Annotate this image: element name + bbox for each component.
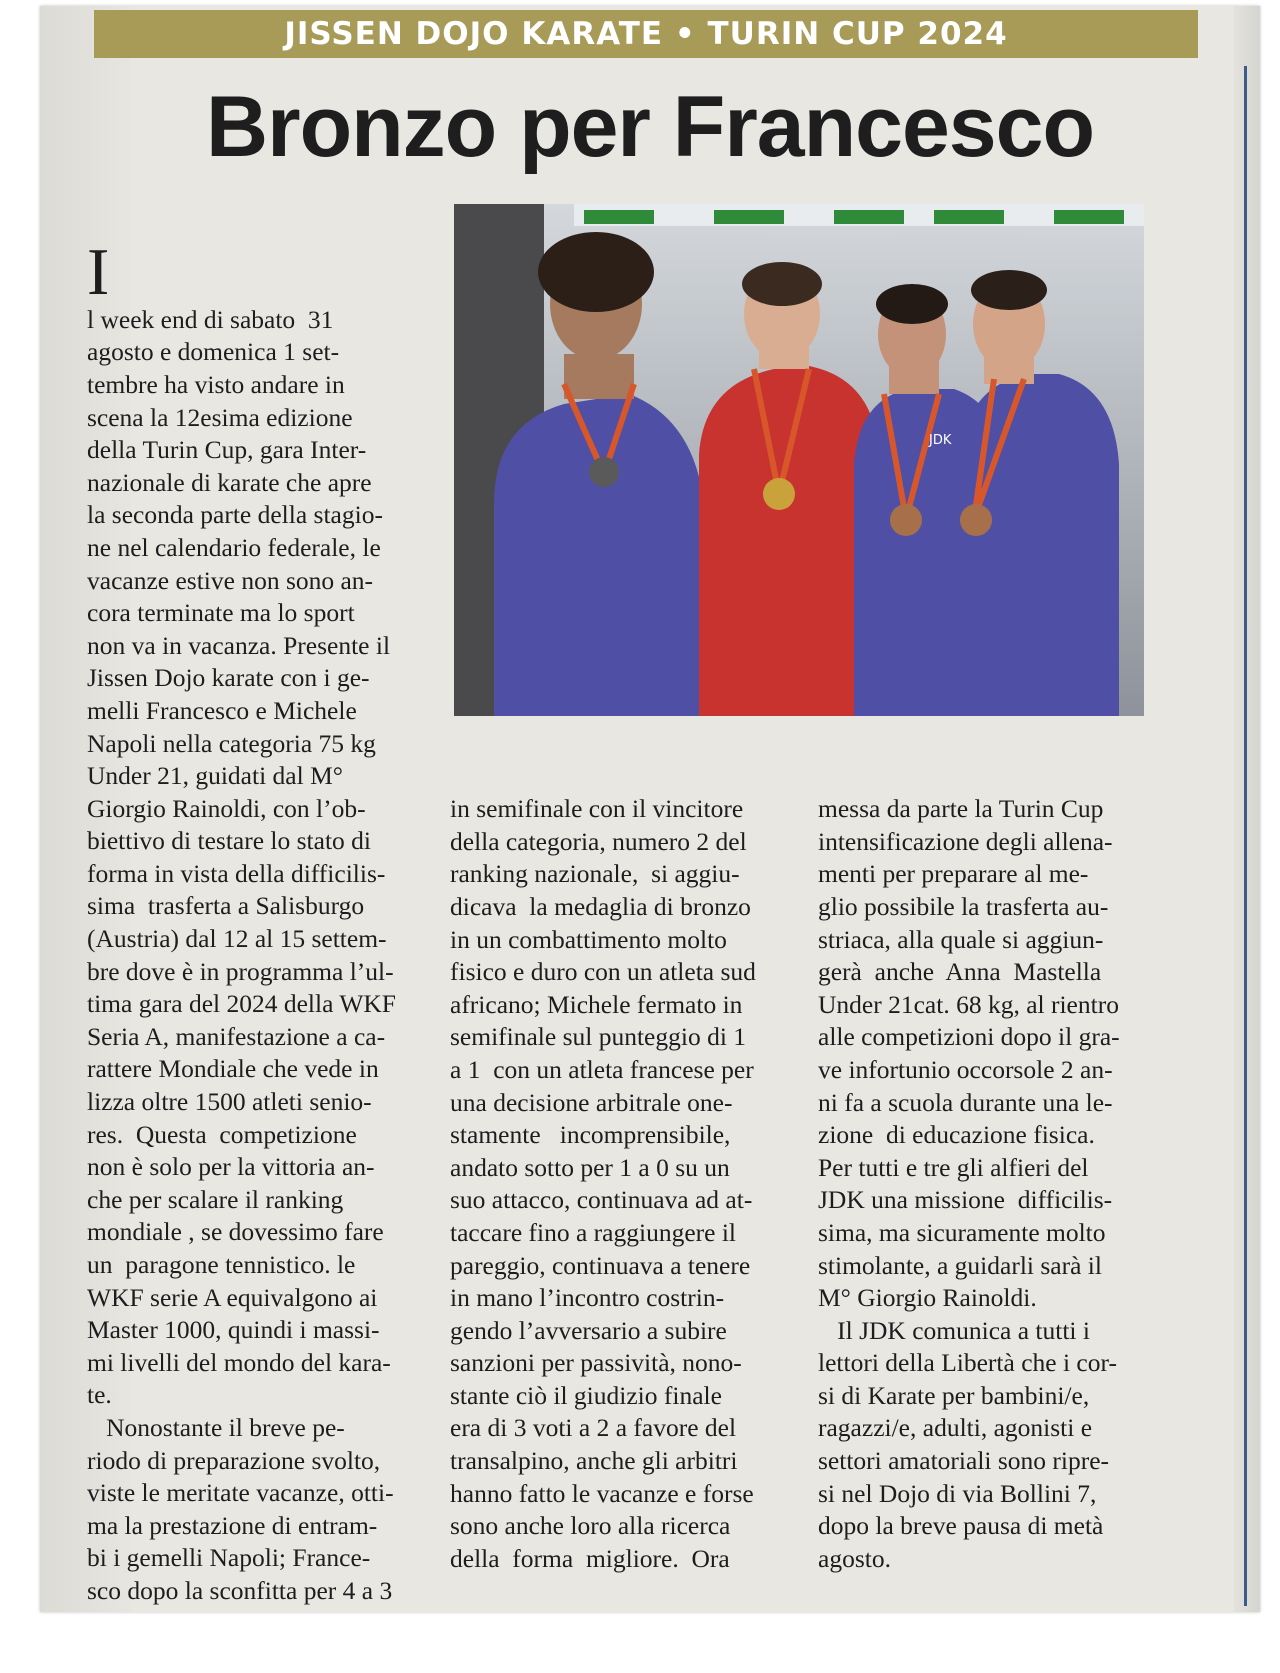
article-line: hanno fatto le vacanze e forse bbox=[450, 1478, 754, 1508]
article-line: gerà anche Anna Mastella bbox=[818, 957, 1102, 987]
article-line: andato sotto per 1 a 0 su un bbox=[450, 1152, 730, 1182]
article-line: intensificazione degli allena- bbox=[818, 826, 1113, 856]
article-line: Il JDK comunica a tutti i bbox=[818, 1315, 1090, 1345]
article-line: Giorgio Rainoldi, con l’ob- bbox=[87, 793, 366, 823]
article-line: stamente incomprensibile, bbox=[450, 1120, 731, 1150]
article-line: tembre ha visto andare in bbox=[87, 369, 345, 399]
article-line: te. bbox=[87, 1380, 112, 1410]
article-line: che per scalare il ranking bbox=[87, 1184, 344, 1214]
article-line: ranking nazionale, si aggiu- bbox=[450, 859, 740, 889]
podium-photo-illustration bbox=[454, 204, 1144, 716]
article-line: una decisione arbitrale one- bbox=[450, 1087, 733, 1117]
green-banner-mark bbox=[934, 210, 1004, 224]
article-line: Nonostante il breve pe- bbox=[87, 1412, 345, 1442]
article-line: Napoli nella categoria 75 kg bbox=[87, 728, 376, 758]
article-line: mi livelli del mondo del kara- bbox=[87, 1347, 391, 1377]
article-line: dicava la medaglia di bronzo bbox=[450, 891, 751, 921]
article-line: JDK una missione difficilis- bbox=[818, 1185, 1113, 1215]
article-line: lizza oltre 1500 atleti senio- bbox=[87, 1087, 372, 1117]
green-banner-mark bbox=[834, 210, 904, 224]
column-2-lines bbox=[450, 793, 810, 1575]
article-line: nazionale di karate che apre bbox=[87, 467, 372, 497]
article-line: semifinale sul punteggio di 1 bbox=[450, 1022, 747, 1052]
article-line: bi i gemelli Napoli; France- bbox=[87, 1543, 371, 1573]
article-line: dopo la breve pausa di metà bbox=[818, 1511, 1104, 1541]
article-line: menti per preparare al me- bbox=[818, 859, 1089, 889]
article-line: sima trasferta a Salisburgo bbox=[87, 891, 365, 921]
article-line: ve infortunio occorsole 2 an- bbox=[818, 1054, 1113, 1084]
article-column-3 bbox=[818, 728, 1178, 1641]
adjacent-page-bleed-right bbox=[1234, 6, 1260, 1612]
podium-photo bbox=[454, 204, 1144, 716]
article-line: striaca, alla quale si aggiun- bbox=[818, 924, 1104, 954]
article-line: sima, ma sicuramente molto bbox=[818, 1217, 1106, 1247]
article-line: riodo di preparazione svolto, bbox=[87, 1445, 381, 1475]
article-line: res. Questa competizione bbox=[87, 1119, 357, 1149]
article-line: Master 1000, quindi i massi- bbox=[87, 1315, 380, 1345]
article-line: era di 3 voti a 2 a favore del bbox=[450, 1413, 737, 1443]
column-1-lines bbox=[87, 304, 477, 1608]
column-3-lines bbox=[818, 793, 1178, 1575]
article-line: agosto. bbox=[818, 1543, 891, 1573]
article-line: scena la 12esima edizione bbox=[87, 402, 353, 432]
article-line: l week end di sabato 31 bbox=[87, 304, 334, 334]
article-line: settori amatoriali sono ripre- bbox=[818, 1446, 1110, 1476]
article-line: suo attacco, continuava ad at- bbox=[450, 1185, 753, 1215]
article-line: bre dove è in programma l’ul- bbox=[87, 956, 394, 986]
article-line: un paragone tennistico. le bbox=[87, 1250, 356, 1279]
article-line: gendo l’avversario a subire bbox=[450, 1315, 727, 1345]
article-line: in mano l’incontro costrin- bbox=[450, 1283, 725, 1313]
newspaper-page bbox=[40, 6, 1260, 1612]
article-line: sanzioni per passività, nono- bbox=[450, 1348, 742, 1378]
article-column-1 bbox=[87, 206, 477, 1673]
article-line: Jissen Dojo karate con i ge- bbox=[87, 663, 370, 693]
article-line: stimolante, a guidarli sarà il bbox=[818, 1250, 1102, 1280]
jacket-logo: JDK bbox=[929, 433, 952, 448]
article-line: non va in vacanza. Presente il bbox=[87, 630, 391, 660]
article-line: la seconda parte della stagio- bbox=[87, 500, 383, 530]
article-line: M° Giorgio Rainoldi. bbox=[818, 1283, 1037, 1313]
green-banner-mark bbox=[714, 210, 784, 224]
article-line: ni fa a scuola durante una le- bbox=[818, 1087, 1113, 1117]
column-rule bbox=[1244, 66, 1247, 1606]
green-banner-mark bbox=[1054, 210, 1124, 224]
article-line: alle competizioni dopo il gra- bbox=[818, 1022, 1120, 1052]
article-line: zione di educazione fisica. bbox=[818, 1120, 1095, 1150]
article-line: in un combattimento molto bbox=[450, 924, 727, 954]
article-line: sco dopo la sconfitta per 4 a 3 bbox=[87, 1575, 393, 1605]
article-line: pareggio, continuava a tenere bbox=[450, 1250, 751, 1280]
article-line: biettivo di testare lo stato di bbox=[87, 826, 371, 856]
article-line: non è solo per la vittoria an- bbox=[87, 1152, 375, 1182]
article-line: africano; Michele fermato in bbox=[450, 989, 743, 1019]
article-line: della Turin Cup, gara Inter- bbox=[87, 435, 367, 465]
article-line: sono anche loro alla ricerca bbox=[450, 1511, 731, 1541]
article-line: ma la prestazione di entram- bbox=[87, 1510, 378, 1540]
article-line: si di Karate per bambini/e, bbox=[818, 1380, 1090, 1410]
drop-cap: I bbox=[87, 234, 110, 309]
article-line: forma in vista della difficilis- bbox=[87, 858, 386, 888]
article-line: in semifinale con il vincitore bbox=[450, 794, 744, 824]
article-line: WKF serie A equivalgono ai bbox=[87, 1282, 378, 1312]
article-line: della forma migliore. Ora bbox=[450, 1543, 730, 1573]
headline: Bronzo per Francesco bbox=[206, 79, 1094, 175]
article-line: a 1 con un atleta francese per bbox=[450, 1054, 754, 1084]
article-line: glio possibile la trasferta au- bbox=[818, 891, 1109, 921]
article-line: fisico e duro con un atleta sud bbox=[450, 957, 756, 987]
article-line: vacanze estive non sono an- bbox=[87, 565, 374, 595]
article-line: Per tutti e tre gli alfieri del bbox=[818, 1152, 1089, 1182]
article-line: Under 21cat. 68 kg, al rientro bbox=[818, 989, 1119, 1019]
article-column-2 bbox=[450, 728, 810, 1641]
article-line: ragazzi/e, adulti, agonisti e bbox=[818, 1413, 1093, 1443]
article-line: Seria A, manifestazione a ca- bbox=[87, 1021, 386, 1051]
article-line: rattere Mondiale che vede in bbox=[87, 1054, 379, 1084]
article-line: Under 21, guidati dal M° bbox=[87, 761, 343, 791]
article-line: mondiale , se dovessimo fare bbox=[87, 1217, 384, 1247]
article-line: ne nel calendario federale, le bbox=[87, 532, 381, 562]
article-line: cora terminate ma lo sport bbox=[87, 598, 355, 628]
article-line: transalpino, anche gli arbitri bbox=[450, 1446, 738, 1476]
article-line: tima gara del 2024 della WKF bbox=[87, 989, 396, 1019]
section-kicker: JISSEN DOJO KARATE • TURIN CUP 2024 bbox=[94, 10, 1198, 58]
article-line: (Austria) dal 12 al 15 settem- bbox=[87, 924, 387, 954]
article-line: lettori della Libertà che i cor- bbox=[818, 1348, 1117, 1378]
article-line: stante ciò il giudizio finale bbox=[450, 1380, 722, 1410]
article-line: messa da parte la Turin Cup bbox=[818, 794, 1104, 824]
article-line: agosto e domenica 1 set- bbox=[87, 337, 340, 367]
article-line: melli Francesco e Michele bbox=[87, 695, 357, 725]
article-line: viste le meritate vacanze, otti- bbox=[87, 1478, 394, 1508]
green-banner-mark bbox=[584, 210, 654, 224]
article-line: della categoria, numero 2 del bbox=[450, 826, 747, 856]
article-line: si nel Dojo di via Bollini 7, bbox=[818, 1478, 1097, 1508]
article-line: taccare fino a raggiungere il bbox=[450, 1217, 737, 1247]
